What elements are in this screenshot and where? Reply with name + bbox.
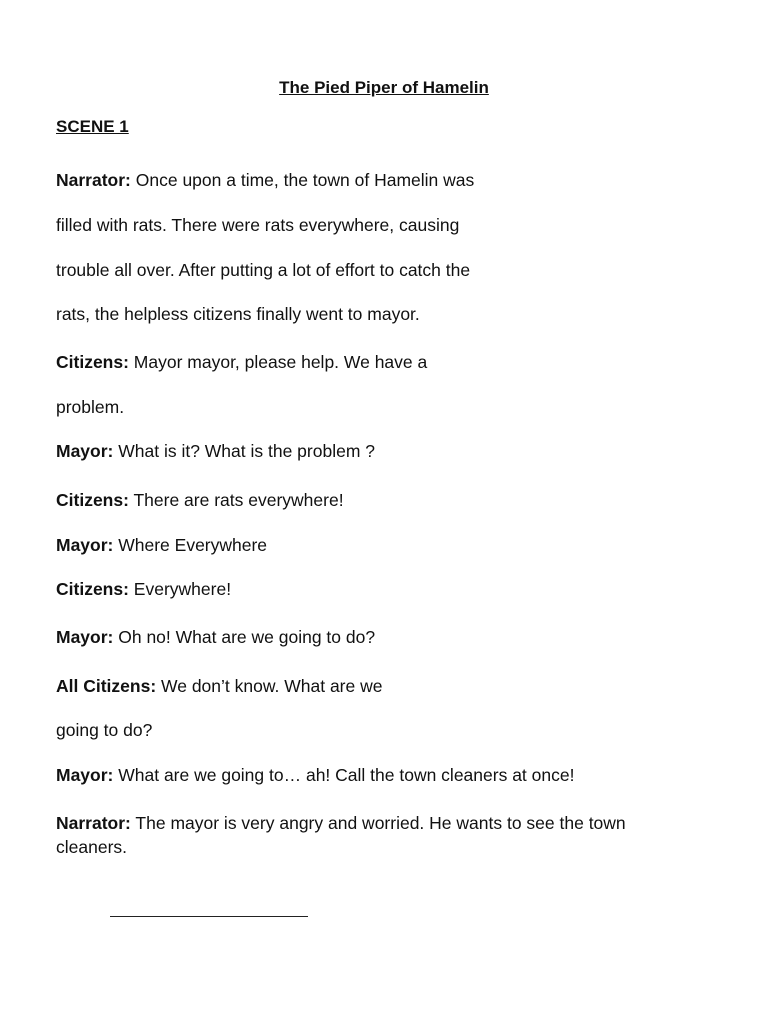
- script-line: [56, 488, 696, 512]
- line-text: We don’t know. What are we: [156, 676, 383, 696]
- footnote-separator: [110, 916, 308, 917]
- speaker-label: Citizens:: [56, 579, 129, 599]
- script-line: [56, 577, 696, 601]
- speaker-label: Citizens:: [56, 352, 129, 372]
- line-text: rats, the helpless citizens finally went to mayor.: [56, 304, 420, 324]
- line-text: There are rats everywhere!: [128, 490, 344, 510]
- script-line: [56, 811, 696, 859]
- speaker-label: Narrator:: [56, 170, 131, 190]
- line-text: The mayor is very angry and worried. He wants to see the town cleaners.: [56, 813, 626, 857]
- speaker-label: Mayor:: [56, 535, 114, 555]
- line-text: Once upon a time, the town of Hamelin was: [130, 170, 475, 190]
- speaker-label: All Citizens:: [56, 676, 157, 696]
- line-text: Mayor mayor, please help. We have a: [128, 352, 428, 372]
- line-text: Where Everywhere: [113, 535, 268, 555]
- line-text: What are we going to… ah! Call the town cleaners at once!: [113, 765, 575, 785]
- speaker-label: Narrator:: [56, 813, 131, 833]
- scene-heading: SCENE 1: [56, 117, 129, 136]
- line-text: trouble all over. After putting a lot of effort to catch the: [56, 260, 471, 280]
- speaker-label: Mayor:: [56, 441, 114, 461]
- line-text: going to do?: [56, 720, 153, 740]
- script-line: [56, 302, 696, 326]
- line-text: Oh no! What are we going to do?: [113, 627, 376, 647]
- line-text: problem.: [56, 397, 125, 417]
- line-text: filled with rats. There were rats everywhere, causing: [56, 215, 460, 235]
- speaker-label: Mayor:: [56, 627, 114, 647]
- script-line: [56, 350, 696, 374]
- script-line: [56, 533, 696, 557]
- script-line: [56, 395, 696, 419]
- script-line: [56, 625, 696, 649]
- line-text: What is it? What is the problem ?: [113, 441, 376, 461]
- script-line: [56, 718, 696, 742]
- line-text: Everywhere!: [128, 579, 232, 599]
- speaker-label: Citizens:: [56, 490, 129, 510]
- script-line: [56, 439, 696, 463]
- document-title: The Pied Piper of Hamelin: [279, 78, 489, 97]
- script-line: [56, 213, 696, 237]
- script-line: [56, 763, 696, 787]
- script-line: [56, 674, 696, 698]
- script-line: [56, 258, 696, 282]
- script-line: [56, 168, 696, 192]
- speaker-label: Mayor:: [56, 765, 114, 785]
